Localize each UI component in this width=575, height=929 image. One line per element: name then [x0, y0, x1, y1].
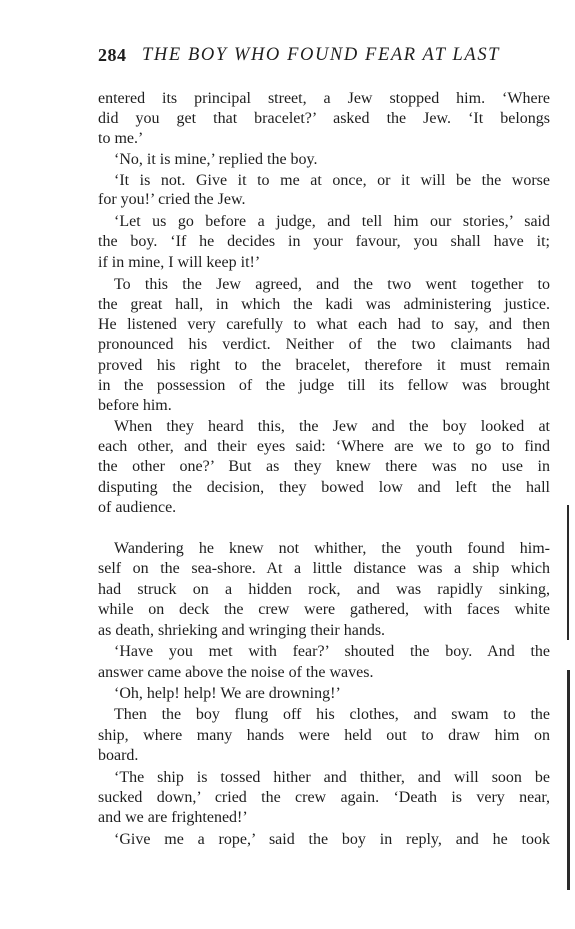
text-line: if in mine, I will keep it!’: [98, 254, 261, 271]
page-edge-shadow: [567, 505, 569, 640]
text-line: to me.’: [98, 130, 144, 147]
text-line: proved his right to the bracelet, therefore it must remain: [98, 357, 550, 374]
text-line: self on the sea-shore. At a little distance was a ship which: [98, 560, 550, 577]
text-line: while on deck the crew were gathered, with faces white: [98, 601, 550, 618]
text-line: ship, where many hands were held out to draw him on: [98, 727, 550, 744]
page-number: 284: [98, 45, 127, 65]
text-line: Wandering he knew not whither, the youth found him-: [114, 540, 550, 557]
text-line: pronounced his verdict. Neither of the two claimants had: [98, 336, 550, 353]
text-line: the great hall, in which the kadi was administering justice.: [98, 296, 550, 313]
text-line: in the possession of the judge till its fellow was brought: [98, 377, 550, 394]
text-line: sucked down,’ cried the crew again. ‘Death is very near,: [98, 789, 550, 806]
text-line: ‘Give me a rope,’ said the boy in reply, and he took: [114, 831, 550, 848]
page-edge-shadow: [567, 670, 570, 890]
text-line: ‘Let us go before a judge, and tell him our stories,’ said: [114, 213, 550, 230]
text-line: When they heard this, the Jew and the boy looked at: [114, 418, 550, 435]
text-line: board.: [98, 747, 139, 764]
text-line: disputing the decision, they bowed low and left the hall: [98, 479, 550, 496]
text-line: ‘The ship is tossed hither and thither, and will soon be: [114, 769, 550, 786]
running-title: THE BOY WHO FOUND FEAR AT LAST: [142, 45, 501, 65]
text-line: had struck on a hidden rock, and was rapidly sinking,: [98, 581, 550, 598]
text-line: ‘Oh, help! help! We are drowning!’: [114, 685, 341, 702]
text-line: for you!’ cried the Jew.: [98, 191, 246, 208]
text-line: the other one?’ But as they knew there was no use in: [98, 458, 550, 475]
text-line: ‘No, it is mine,’ replied the boy.: [114, 151, 318, 168]
text-line: as death, shrieking and wringing their hands.: [98, 622, 386, 639]
text-line: did you get that bracelet?’ asked the Jew. ‘It belongs: [98, 110, 550, 127]
text-line: To this the Jew agreed, and the two went together to: [114, 276, 550, 293]
text-line: ‘Have you met with fear?’ shouted the boy. And the: [114, 643, 550, 660]
text-line: each other, and their eyes said: ‘Where are we to go to find: [98, 438, 550, 455]
text-line: before him.: [98, 397, 172, 414]
text-line: entered its principal street, a Jew stopped him. ‘Where: [98, 90, 550, 107]
text-line: Then the boy flung off his clothes, and swam to the: [114, 706, 550, 723]
text-line: and we are frightened!’: [98, 809, 248, 826]
page-header: [98, 45, 558, 71]
text-line: the boy. ‘If he decides in your favour, you shall have it;: [98, 233, 550, 250]
text-line: ‘It is not. Give it to me at once, or it will be the worse: [114, 172, 550, 189]
text-line: answer came above the noise of the waves.: [98, 664, 374, 681]
text-line: of audience.: [98, 499, 177, 516]
text-line: He listened very carefully to what each had to say, and then: [98, 316, 550, 333]
